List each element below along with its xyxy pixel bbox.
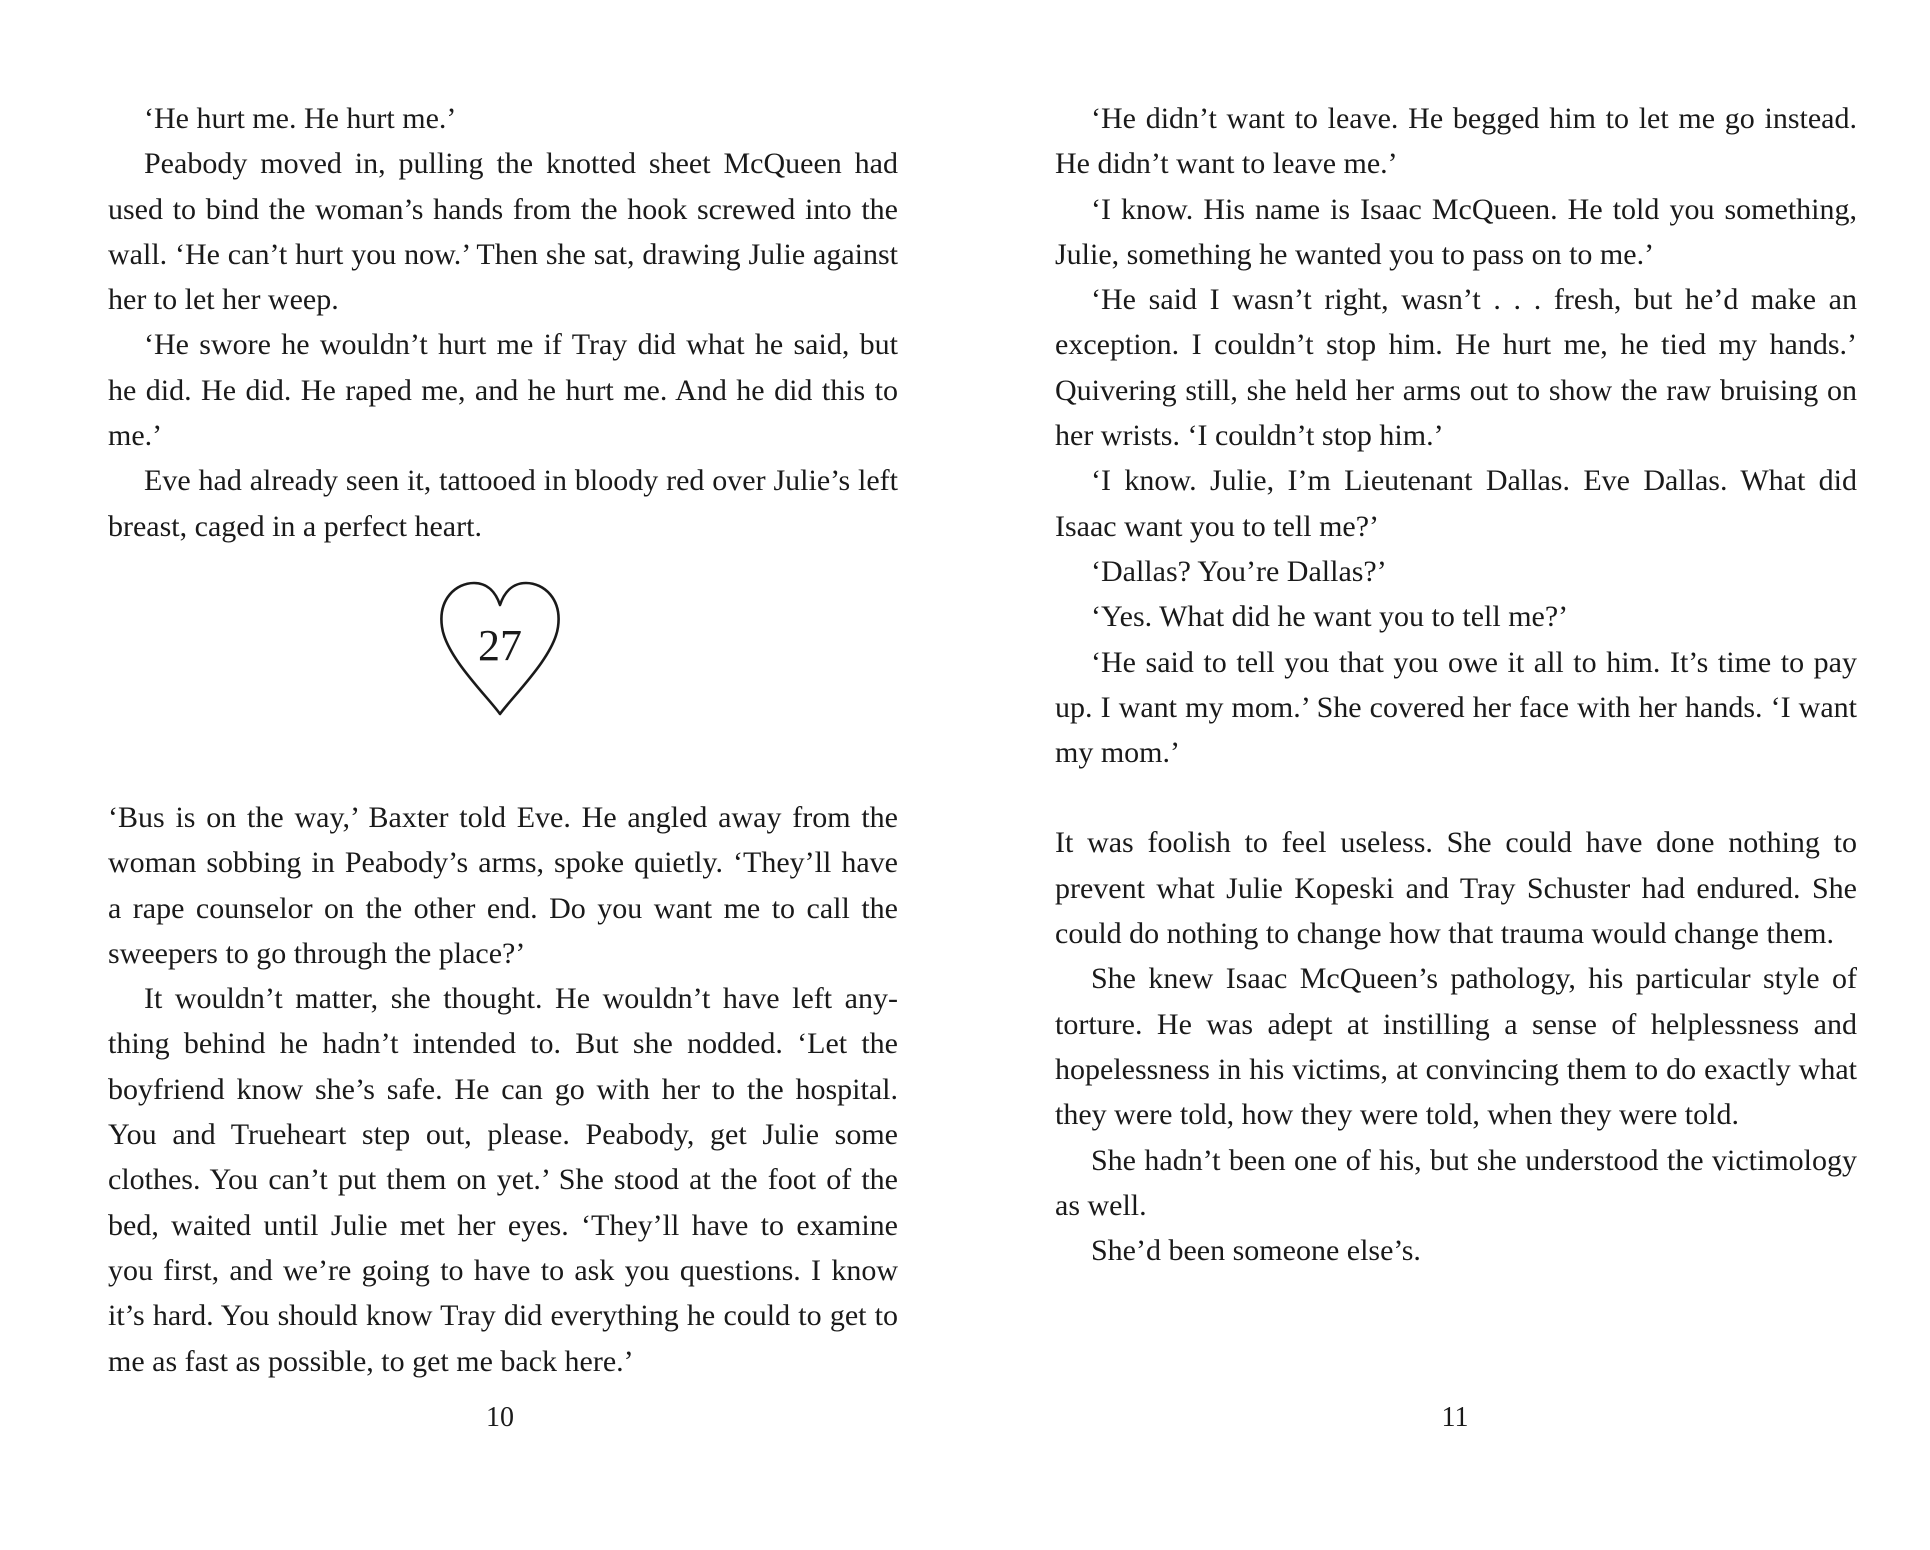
chapter-heading	[108, 579, 898, 739]
paragraph: It wouldn’t matter, she thought. He wouldn’t have left anything behind he hadn’t intended to. But she nodded. ‘Let the boyfriend know she’s safe. He can go with her to the hospital. You and Trueheart step out, please. Peabody, get Julie some clothes. You can’t put them on yet.’ She stood at the foot of the bed, waited until Julie met her eyes. ‘They’ll have to examine you first, and we’re going to have to ask you questions. I know it’s hard. You should know Tray did everything he could to get to me as fast as possible, to get me back here.’	[108, 982, 898, 1378]
left-page	[108, 96, 898, 1384]
paragraph: ‘I know. His name is Isaac McQueen. He told you something, Julie, something he wanted you to pass on to me.’	[1055, 192, 1857, 271]
page-number: 10	[486, 1402, 514, 1433]
right-page	[1055, 96, 1857, 1273]
paragraph: It was foolish to feel useless. She could have done nothing to prevent what Julie Kopeski and Tray Schuster had endured. She could do nothing to change how that trauma would change them.	[1055, 826, 1857, 951]
paragraph: ‘He didn’t want to leave. He begged him to let me go instead. He didn’t want to leave me.’	[1055, 102, 1857, 181]
page-number: 11	[1441, 1402, 1469, 1433]
paragraph: She knew Isaac McQueen’s pathology, his particular style of torture. He was adept at instilling a sense of helplessness and hopelessness in his victims, at convincing them to do exactly what they were told, how they were told, when they were told.	[1055, 962, 1857, 1132]
chapter-number: 27	[478, 620, 522, 670]
paragraph: ‘He hurt me. He hurt me.’	[144, 102, 457, 135]
paragraph: ‘I know. Julie, I’m Lieutenant Dallas. Eve Dallas. What did Isaac want you to tell me?’	[1055, 464, 1857, 543]
paragraph: ‘Dallas? You’re Dallas?’	[1091, 554, 1387, 588]
paragraph: ‘He said to tell you that you owe it all to him. It’s time to pay up. I want my mom.’ She covered her face with her hands. ‘I want my mom.’	[1055, 645, 1857, 770]
paragraph: Eve had already seen it, tattooed in bloody red over Julie’s left breast, caged in a perfect heart.	[108, 464, 898, 543]
paragraph: ‘He swore he wouldn’t hurt me if Tray did what he said, but he did. He did. He raped me, and he hurt me. And he did this to me.’	[108, 328, 898, 453]
paragraph: She’d been someone else’s.	[1091, 1234, 1421, 1268]
paragraph: Peabody moved in, pulling the knotted sheet McQueen had used to bind the woman’s hands from the hook screwed into the wall. ‘He can’t hurt you now.’ Then she sat, drawing Julie against her to let her weep.	[108, 147, 898, 317]
paragraph: ‘Bus is on the way,’ Baxter told Eve. He angled away from the woman sobbing in Peabody’s arms, spoke quietly. ‘They’ll have a rape counselor on the other end. Do you want me to call the sweepers to go through the place?’	[108, 800, 898, 970]
paragraph: ‘He said I wasn’t right, wasn’t . . . fresh, but he’d make an exception. I couldn’t stop him. He hurt me, he tied my hands.’ Quivering still, she held her arms out to show the raw bruising on her wrists. ‘I couldn’t stop him.’	[1055, 283, 1857, 453]
paragraph: She hadn’t been one of his, but she understood the victimology as well.	[1055, 1143, 1857, 1222]
paragraph: ‘Yes. What did he want you to tell me?’	[1091, 600, 1569, 634]
